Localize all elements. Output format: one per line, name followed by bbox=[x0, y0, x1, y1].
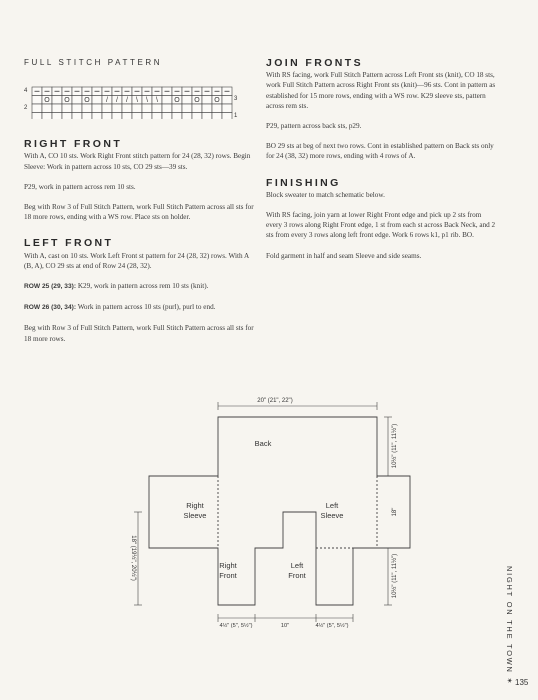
row-25-label: ROW 25 (29, 33): bbox=[24, 283, 77, 291]
right-sleeve-label-1: Right bbox=[186, 501, 204, 510]
right-column bbox=[266, 58, 498, 271]
decrease-symbol: / bbox=[106, 97, 108, 105]
chart-cell bbox=[32, 113, 42, 120]
sweater-schematic bbox=[120, 388, 420, 633]
row-number-2: 2 bbox=[24, 105, 28, 112]
finishing-paragraph-1: Block sweater to match schematic below. bbox=[266, 190, 385, 199]
chart-cell bbox=[202, 113, 212, 120]
chart-cell bbox=[182, 104, 192, 113]
left-front-title: LEFT FRONT bbox=[24, 237, 114, 250]
join-fronts-paragraph-3: BO 29 sts at beg of next two rows. Cont in established pattern on Back sts only for 24 (38, 32) more rows, ending with 4 rows of A. bbox=[266, 142, 494, 161]
left-sleeve-label-1: Left bbox=[325, 501, 339, 510]
right-bottom-height-label: 10½" (11", 11½") bbox=[392, 553, 398, 599]
yarn-over-symbol: O bbox=[44, 97, 50, 105]
chart-cell bbox=[172, 113, 182, 120]
yarn-over-symbol: O bbox=[84, 97, 90, 105]
decrease-symbol: \ bbox=[146, 97, 148, 105]
right-front-label-2: Front bbox=[219, 571, 237, 580]
chart-cell bbox=[52, 104, 62, 113]
chart-cell bbox=[82, 113, 92, 120]
chart-cell bbox=[162, 104, 172, 113]
chart-cell bbox=[142, 113, 152, 120]
row-number-3: 3 bbox=[234, 96, 238, 103]
yarn-over-symbol: O bbox=[64, 97, 70, 105]
chart-cell bbox=[42, 104, 52, 113]
right-top-height-label: 10½" (11", 11½") bbox=[392, 423, 398, 469]
chart-cell bbox=[222, 96, 232, 105]
bottom-right-label: 4½" (5", 5½") bbox=[315, 623, 349, 629]
chart-cell bbox=[212, 104, 222, 113]
join-fronts-title: JOIN FRONTS bbox=[266, 57, 363, 69]
finishing-paragraph-2: With RS facing, join yarn at lower Right Front edge and pick up 2 sts from every 3 rows along Right Front edge, 1 st from each st across Back Neck, and 2 sts from every 3 rows along left front edge. Work 6 rows k1, p1 rib. BO. bbox=[266, 211, 496, 240]
chart-cell bbox=[162, 96, 172, 105]
left-height-label: 18" (19½", 20½") bbox=[130, 535, 136, 581]
chart-cell bbox=[72, 104, 82, 113]
row-number-4: 4 bbox=[24, 88, 28, 95]
chart-cell bbox=[102, 104, 112, 113]
chart-cell bbox=[92, 104, 102, 113]
chart-cell bbox=[42, 113, 52, 120]
chart-cell bbox=[142, 104, 152, 113]
decrease-symbol: / bbox=[116, 97, 118, 105]
bottom-middle-label: 10" bbox=[280, 623, 290, 629]
left-column bbox=[24, 58, 256, 354]
stitch-chart bbox=[24, 73, 256, 119]
chart-cell bbox=[32, 96, 42, 105]
chart-cell bbox=[192, 104, 202, 113]
chart-cell bbox=[52, 96, 62, 105]
chart-cell bbox=[72, 113, 82, 120]
chart-cell bbox=[182, 113, 192, 120]
chart-cell bbox=[122, 113, 132, 120]
left-front-paragraph-2: Beg with Row 3 of Full Stitch Pattern, work Full Stitch Pattern across all sts for 18 more rows. bbox=[24, 324, 254, 343]
yarn-over-symbol: O bbox=[174, 97, 180, 105]
finishing-title: FINISHING bbox=[266, 176, 341, 189]
chart-cell bbox=[222, 104, 232, 113]
stitch-chart-title: FULL STITCH PATTERN bbox=[24, 58, 163, 67]
left-front-paragraph-1: With A, cast on 10 sts. Work Left Front st pattern for 24 (28, 32) rows. With A (B, A), CO 29 sts at end of Row 24 (28, 32). bbox=[24, 251, 249, 270]
decrease-symbol: / bbox=[126, 97, 128, 105]
left-sleeve-label-2: Sleeve bbox=[320, 511, 344, 520]
chart-cell bbox=[122, 104, 132, 113]
yarn-over-symbol: O bbox=[194, 97, 200, 105]
join-fronts-paragraph-2: P29, pattern across back sts, p29. bbox=[266, 122, 362, 131]
chart-cell bbox=[132, 113, 142, 120]
chart-cell bbox=[32, 104, 42, 113]
chart-cell bbox=[72, 96, 82, 105]
left-front-label-2: Front bbox=[288, 571, 306, 580]
row-26-label: ROW 26 (30, 34): bbox=[24, 304, 77, 312]
row-26-instruction bbox=[24, 302, 256, 313]
right-front-label-1: Right bbox=[219, 561, 237, 570]
right-front-paragraph-2: P29, work in pattern across rem 10 sts. bbox=[24, 182, 136, 191]
yarn-over-symbol: O bbox=[214, 97, 220, 105]
chart-cell bbox=[222, 113, 232, 120]
top-width-label: 20" (21", 22") bbox=[257, 398, 293, 404]
chart-cell bbox=[102, 113, 112, 120]
chart-cell bbox=[192, 113, 202, 120]
chapter-side-title: NIGHT ON THE TOWN ✶ bbox=[505, 566, 514, 686]
chart-cell bbox=[212, 113, 222, 120]
chart-cell bbox=[202, 96, 212, 105]
chart-cell bbox=[92, 96, 102, 105]
back-label: Back bbox=[254, 439, 272, 448]
row-number-1: 1 bbox=[234, 113, 238, 120]
row-25-instruction bbox=[24, 281, 256, 292]
bottom-left-label: 4½" (5", 5½") bbox=[219, 623, 253, 629]
row-25-text: K29, work in pattern across rem 10 sts (knit). bbox=[77, 282, 209, 291]
chart-cell bbox=[152, 104, 162, 113]
chart-cell bbox=[62, 113, 72, 120]
right-middle-label: 18" bbox=[392, 507, 398, 517]
chart-cell bbox=[202, 104, 212, 113]
chart-cell bbox=[62, 104, 72, 113]
chart-cell bbox=[182, 96, 192, 105]
chart-cell bbox=[82, 104, 92, 113]
chart-cell bbox=[112, 113, 122, 120]
chart-cell bbox=[92, 113, 102, 120]
right-front-title: RIGHT FRONT bbox=[24, 138, 123, 151]
decrease-symbol: \ bbox=[136, 97, 138, 105]
chart-cell bbox=[132, 104, 142, 113]
row-26-text: Work in pattern across 10 sts (purl), purl to end. bbox=[77, 303, 216, 312]
page-number: 135 bbox=[515, 678, 529, 687]
right-front-paragraph-3: Beg with Row 3 of Full Stitch Pattern, work Full Stitch Pattern across all sts for 18 more rows, ending with a WS row. Place sts on holder. bbox=[24, 203, 254, 222]
chart-cell bbox=[172, 104, 182, 113]
join-fronts-paragraph-1: With RS facing, work Full Stitch Pattern across Left Front sts (knit), CO 18 sts, work Full Stitch Pattern across Right Front sts (knit)—96 sts. Cont in pattern as established for 15 more rows, ending with a WS row. K29 sleeve sts, pattern across rem sts. bbox=[266, 71, 496, 110]
chart-cell bbox=[152, 113, 162, 120]
decrease-symbol: \ bbox=[156, 97, 158, 105]
stitch-chart-grid bbox=[32, 87, 232, 119]
right-sleeve-label-2: Sleeve bbox=[183, 511, 207, 520]
finishing-paragraph-3: Fold garment in half and seam Sleeve and side seams. bbox=[266, 251, 422, 260]
left-front-label-1: Left bbox=[290, 561, 304, 570]
chart-cell bbox=[112, 104, 122, 113]
right-front-paragraph-1: With A, CO 10 sts. Work Right Front stitch pattern for 24 (28, 32) rows. Begin Sleeve: Work in pattern across 10 sts, CO 29 sts—39 sts. bbox=[24, 152, 251, 171]
chart-cell bbox=[52, 113, 62, 120]
chart-cell bbox=[162, 113, 172, 120]
